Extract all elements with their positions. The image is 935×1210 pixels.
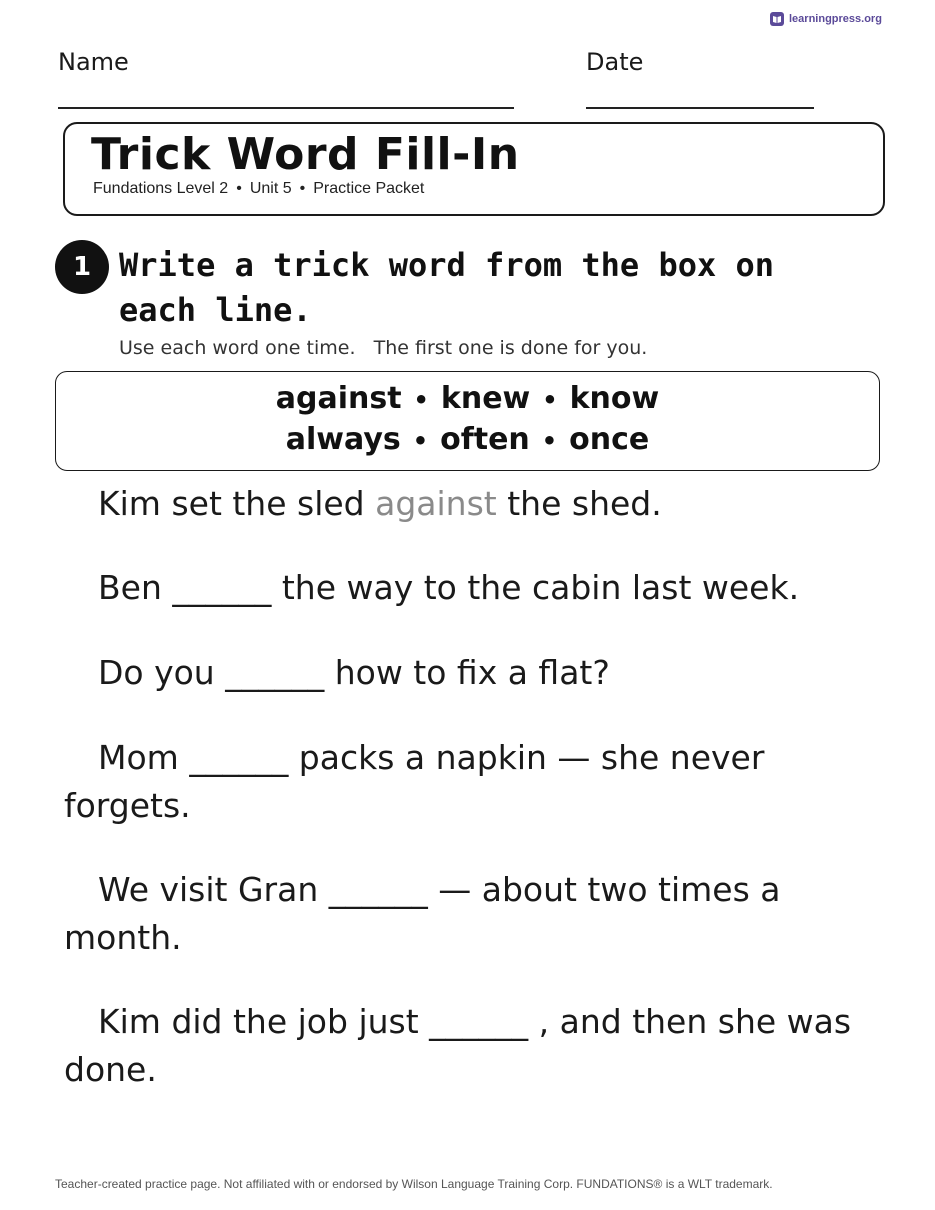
sentence-text: the way to the cabin last week. [271,568,800,607]
sentence-text: — about two times a month. [64,870,781,957]
brand-logo [770,12,882,26]
brand-text: learningpress.org [789,13,882,25]
sentence-text: packs a napkin — she never forgets. [64,738,765,825]
sentence-text: , and then she was done. [64,1002,852,1089]
subtitle-separator: • [299,180,306,197]
name-label: Name [58,48,129,76]
subtitle [93,180,424,198]
word-bank-word: often [440,422,530,457]
sentence-3 [64,649,884,697]
date-line [586,107,814,109]
word-bank-row-2 [55,422,880,457]
answer-blank[interactable]: ______ [429,1002,529,1041]
section-sub-instruction: Use each word one time. The first one is done for you. [119,337,648,359]
word-separator: • [542,386,558,414]
subtitle-separator: • [236,180,242,197]
sentence-text: how to fix a flat? [324,653,610,692]
sentence-text: Kim did the job just [98,1002,430,1041]
book-icon [770,12,784,26]
answer-blank[interactable]: ______ [225,653,325,692]
word-separator: • [541,427,558,455]
sentence-text: Kim set the sled [98,484,376,523]
word-bank-word: against [275,381,402,416]
sentence-1 [64,480,884,528]
section-instruction: Write a trick word from the box on each line. [119,246,775,329]
example-answer: against [375,484,497,523]
sentence-text: We visit Gran [98,870,329,909]
name-line [58,107,514,109]
page-title: Trick Word Fill-In [91,129,520,180]
word-bank-word: know [569,381,660,416]
sentence-2 [64,564,884,612]
answer-blank[interactable]: ______ [189,738,289,777]
sentence-text: Ben [98,568,173,607]
answer-blank[interactable]: ______ [172,568,272,607]
word-bank-row-1 [55,381,880,416]
subtitle-packet: Practice Packet [313,180,425,197]
sentence-5 [64,866,884,962]
sentence-6 [64,998,884,1094]
word-separator: • [413,386,429,414]
word-separator: • [412,427,429,455]
sentence-4 [64,734,884,830]
date-label: Date [586,48,644,76]
footer-disclaimer: Teacher-created practice page. Not affiliated with or endorsed by Wilson Language Training Corp. FUNDATIONS® is a WLT trademark. [55,1177,773,1191]
word-bank-word: knew [440,381,531,416]
subtitle-unit: Unit 5 [249,180,292,197]
answer-blank[interactable]: ______ [328,870,428,909]
subtitle-level: Fundations Level 2 [93,180,229,197]
sentence-text: the shed. [496,484,662,523]
sentence-text: Mom [98,738,190,777]
section-number-badge: 1 [55,240,109,294]
sentence-text: Do you [98,653,226,692]
word-bank-word: always [285,422,401,457]
word-bank-word: once [569,422,650,457]
